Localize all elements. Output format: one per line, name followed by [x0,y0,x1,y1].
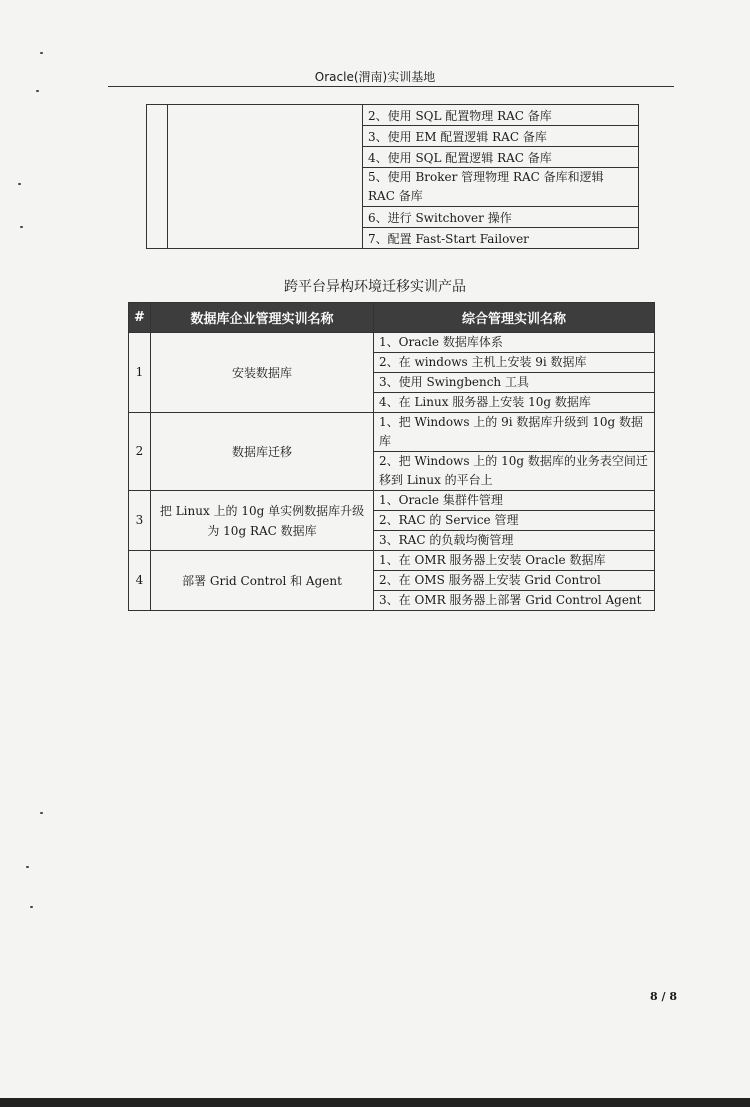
training-item: 4、在 Linux 服务器上安装 10g 数据库 [374,393,655,413]
scan-speck [36,90,39,92]
row-number: 1 [129,333,151,413]
training-item: 2、在 OMS 服务器上安装 Grid Control [374,571,655,591]
scan-speck [20,226,23,228]
scan-edge [0,1098,750,1107]
row-number: 4 [129,551,151,611]
page-number: 8 / 8 [650,990,677,1003]
empty-number-cell [147,105,168,249]
training-item: 1、Oracle 数据库体系 [374,333,655,353]
table-row [129,333,655,353]
enterprise-name: 数据库迁移 [151,413,374,491]
scan-speck [26,866,29,868]
scan-speck [30,906,33,908]
continued-item: 5、使用 Broker 管理物理 RAC 备库和逻辑 RAC 备库 [363,168,639,207]
training-item: 2、在 windows 主机上安装 9i 数据库 [374,353,655,373]
training-item: 2、把 Windows 上的 10g 数据库的业务表空间迁移到 Linux 的平台上 [374,452,655,491]
training-item: 1、把 Windows 上的 9i 数据库升级到 10g 数据库 [374,413,655,452]
continued-item: 3、使用 EM 配置逻辑 RAC 备库 [363,126,639,147]
header-number: # [129,303,151,333]
empty-name-cell [168,105,363,249]
continued-item: 6、进行 Switchover 操作 [363,207,639,228]
continued-item: 4、使用 SQL 配置逻辑 RAC 备库 [363,147,639,168]
training-products-table [128,302,655,611]
training-item: 3、使用 Swingbench 工具 [374,373,655,393]
table-header-row [129,303,655,333]
continued-table [146,104,639,249]
scan-speck [40,52,43,54]
training-item: 3、在 OMR 服务器上部署 Grid Control Agent [374,591,655,611]
continued-item: 2、使用 SQL 配置物理 RAC 备库 [363,105,639,126]
section-title: 跨平台异构环境迁移实训产品 [284,279,466,295]
table-row [129,551,655,571]
table-row [147,105,639,126]
training-item: 1、Oracle 集群件管理 [374,491,655,511]
header-comprehensive: 综合管理实训名称 [374,303,655,333]
training-item: 2、RAC 的 Service 管理 [374,511,655,531]
enterprise-name: 部署 Grid Control 和 Agent [151,551,374,611]
enterprise-name: 把 Linux 上的 10g 单实例数据库升级为 10g RAC 数据库 [151,491,374,551]
training-item: 1、在 OMR 服务器上安装 Oracle 数据库 [374,551,655,571]
row-number: 2 [129,413,151,491]
training-item: 3、RAC 的负载均衡管理 [374,531,655,551]
row-number: 3 [129,491,151,551]
table-row [129,413,655,452]
header-enterprise: 数据库企业管理实训名称 [151,303,374,333]
continued-item: 7、配置 Fast-Start Failover [363,228,639,249]
scan-speck [18,183,21,185]
header-divider [108,86,674,87]
table-row [129,491,655,511]
enterprise-name: 安装数据库 [151,333,374,413]
header-title: Oracle(渭南)实训基地 [314,70,436,84]
scan-speck [40,812,43,814]
